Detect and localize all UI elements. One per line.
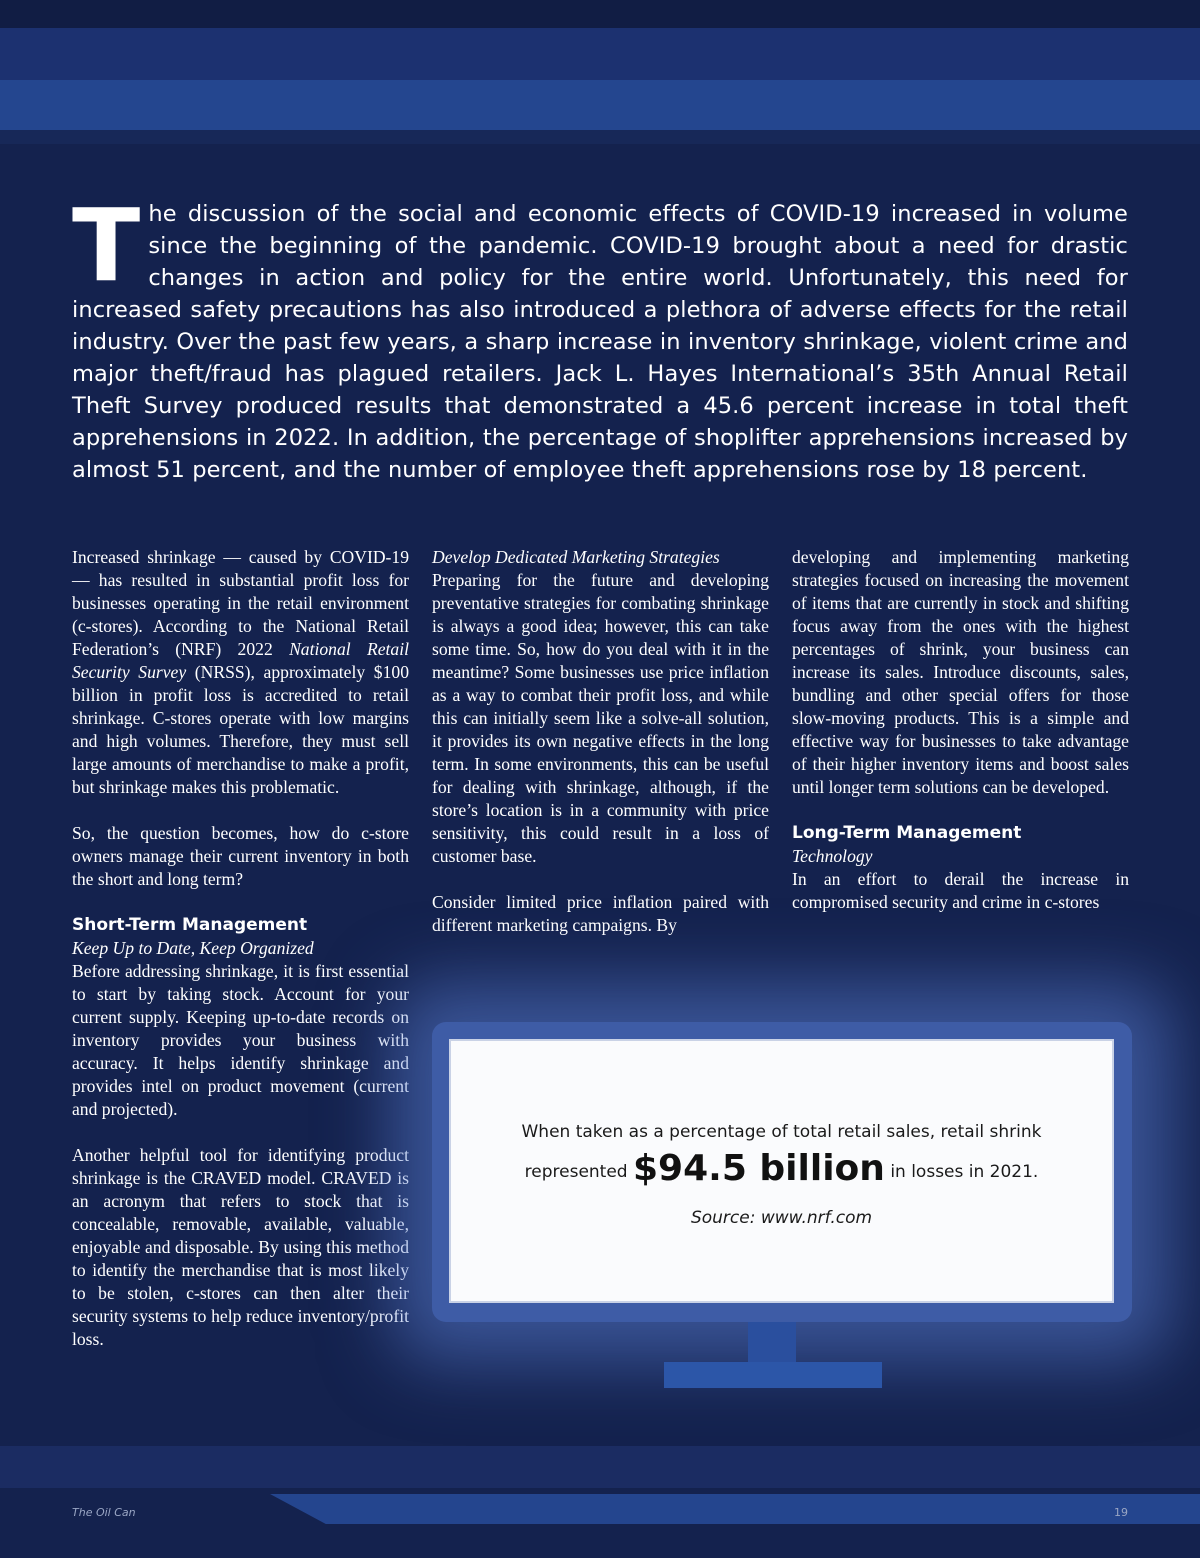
column-middle: [432, 546, 769, 937]
callout-pre: represented: [524, 1162, 628, 1182]
monitor-stand-base: [664, 1362, 882, 1388]
header-band-edge: [0, 130, 1200, 144]
intro-text: he discussion of the social and economic effects of COVID-19 increased in volume since the beginning of the pandemic. COVID-19 brought about a need for drastic changes in action and policy for the entire world. Unfortunately, this need for increased safety precautions has also introduced a plethora of adverse effects for the retail industry. Over the past few years, a sharp increase in inventory shrinkage, violent crime and major theft/fraud has plagued retailers. Jack L. Hayes International’s 35th Annual Retail Theft Survey produced results that demonstrated a 45.6 percent increase in total theft apprehensions in 2022. In addition, the percentage of shoplifter apprehensions increased by almost 51 percent, and the number of employee theft apprehensions rose by 18 percent.: [72, 201, 1128, 483]
paragraph-question: So, the question becomes, how do c-store owners manage their current inventory in both the short and long term?: [72, 823, 409, 889]
header-band-mid: [0, 28, 1200, 80]
paragraph-price-inflation: Preparing for the future and developing preventative strategies for combating shrinkage is always a good idea; however, this can take some time. So, how do you deal with it in the meantime? Some businesses use price inflation as a way to combat their profit loss, and while this can initially seem like a solve-all solution, it provides its own negative effects in the long term. In some environments, this can be useful for dealing with shrinkage, although, if the store’s location is in a community with price sensitivity, this could result in a loss of customer base.: [432, 570, 769, 866]
header-band-light: [0, 80, 1200, 130]
survey-title: National Retail Security Survey: [72, 639, 409, 682]
callout-source: Source: www.nrf.com: [690, 1208, 873, 1228]
callout-line-1: When taken as a percentage of total retail sales, retail shrink: [521, 1122, 1042, 1142]
subheading-keep-organized: Keep Up to Date, Keep Organized: [72, 938, 314, 958]
header-band-dark: [0, 0, 1200, 28]
paragraph-shrinkage-intro: [72, 546, 409, 799]
subheading-marketing: Develop Dedicated Marketing Strategies: [432, 547, 720, 567]
monitor-stand-neck: [748, 1322, 796, 1362]
callout-line-2: [449, 1148, 1114, 1189]
paragraph-craved: Another helpful tool for identifying product shrinkage is the CRAVED model. CRAVED is an acronym that refers to stock that is concealable, removable, available, valuable, enjoyable and disposable. By using this method to identify the merchandise that is most likely to be stolen, c-stores can then alter their security systems to help reduce inventory/profit loss.: [72, 1145, 409, 1349]
paragraph-marketing-campaigns: Consider limited price inflation paired with different marketing campaigns. By: [432, 892, 769, 935]
subheading-technology: Technology: [792, 846, 873, 866]
paragraph-technology: In an effort to derail the increase in compromised security and crime in c-stores: [792, 869, 1129, 912]
paragraph-marketing-strategies: developing and implementing marketing strategies focused on increasing the movement of items that are currently in stock and shifting focus away from the ones with the highest percentages of shrink, your business can increase its sales. Introduce discounts, sales, bundling and other special offers for those slow-moving products. This is a simple and effective way for businesses to take advantage of their higher inventory items and boost sales until longer term solutions can be developed.: [792, 547, 1129, 797]
footer-accent-shape: [270, 1494, 1200, 1524]
publication-name: The Oil Can: [72, 1506, 136, 1519]
page-number: 19: [1114, 1506, 1128, 1519]
footer-band: [0, 1446, 1200, 1488]
callout-post: in losses in 2021.: [890, 1162, 1039, 1182]
column-left: [72, 546, 409, 1351]
paragraph-text: (NRSS), approximately $100 billion in profit loss is accredited to retail shrinkage. C-stores operate with low margins and high volumes. Therefore, they must sell large amounts of merchandise to make a profit, but shrinkage makes this problematic.: [72, 662, 409, 797]
drop-cap: T: [72, 187, 141, 304]
heading-long-term: Long-Term Management: [792, 823, 1022, 843]
paragraph-taking-stock: Before addressing shrinkage, it is first essential to start by taking stock. Account for your current supply. Keeping up-to-date records on inventory provides your business with accuracy. It helps identify shrinkage and provides intel on product movement (current and projected).: [72, 961, 409, 1119]
intro-paragraph: [72, 187, 1128, 486]
paragraph-text: Increased shrinkage — caused by COVID-19 — has resulted in substantial profit loss for businesses operating in the retail environment (c-stores). According to the National Retail Federation’s (NRF) 2022: [72, 547, 409, 659]
callout-amount: $94.5 billion: [633, 1148, 885, 1189]
column-right: [792, 546, 1129, 914]
heading-short-term: Short-Term Management: [72, 915, 308, 935]
